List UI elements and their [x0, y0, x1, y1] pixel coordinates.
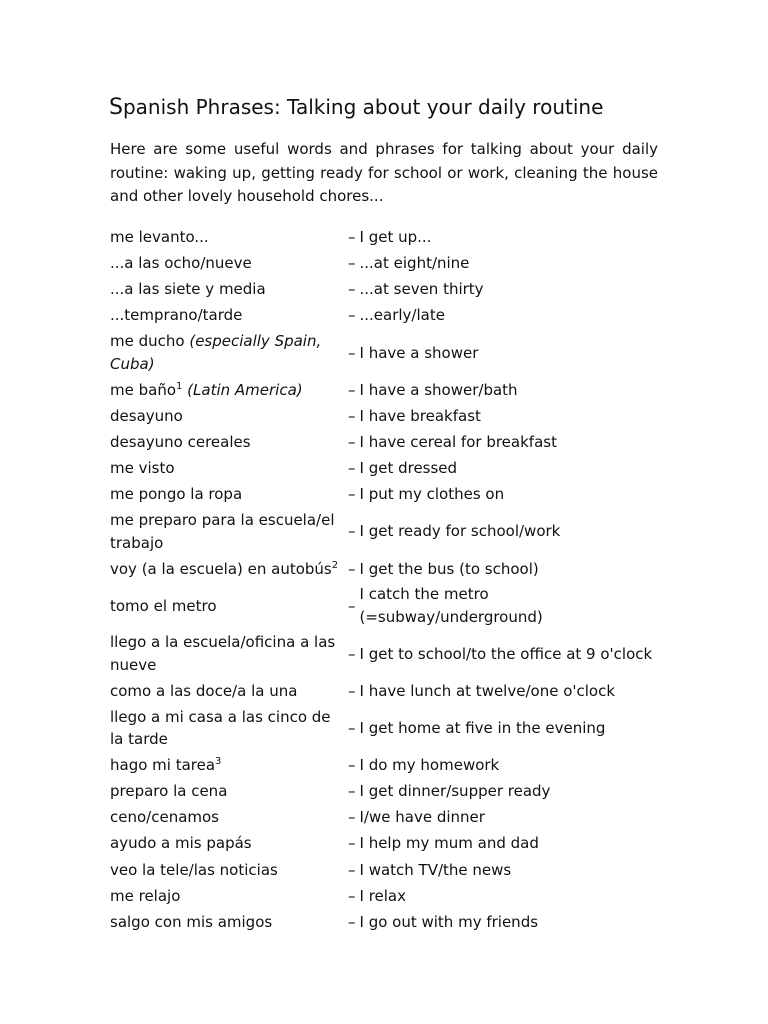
english-translation: I get the bus (to school) [359, 559, 539, 578]
translation-wrapper [348, 379, 666, 402]
english-translation: I/we have dinner [359, 808, 485, 827]
translation-wrapper [348, 885, 666, 908]
spanish-phrase-cell [106, 704, 344, 752]
spanish-phrase-cell [106, 329, 344, 377]
translation-wrapper [348, 342, 666, 365]
translation-wrapper [348, 431, 666, 454]
english-translation-cell [344, 377, 670, 403]
dash-separator: – [348, 380, 356, 399]
translation-wrapper [348, 252, 666, 275]
spanish-phrase: me levanto... [110, 227, 209, 246]
translation-wrapper [348, 806, 666, 829]
title-first-letter: S [109, 95, 123, 120]
spanish-phrase-cell [106, 455, 344, 481]
dash-separator: – [348, 522, 356, 541]
english-translation: I do my homework [359, 755, 500, 774]
english-translation: I have a shower/bath [359, 380, 518, 399]
english-translation-cell [344, 804, 670, 830]
translation-wrapper [348, 304, 666, 327]
english-translation-cell [344, 224, 670, 250]
dash-separator: – [348, 718, 356, 737]
spanish-phrase-cell [106, 224, 344, 250]
phrase-row [106, 883, 670, 909]
phrase-table-body [106, 224, 670, 935]
phrase-row [106, 857, 670, 883]
footnote-marker: 2 [331, 559, 339, 571]
dash-separator: – [348, 913, 356, 932]
english-translation: I relax [359, 886, 406, 905]
spanish-phrase-cell [106, 276, 344, 302]
dash-separator: – [348, 808, 356, 827]
english-translation-cell [344, 482, 670, 508]
spanish-phrase: desayuno cereales [110, 432, 251, 451]
phrase-row [106, 482, 670, 508]
english-translation-cell [344, 508, 670, 556]
footnote-marker: 1 [176, 380, 183, 392]
spanish-phrase-cell [106, 482, 344, 508]
spanish-phrase: tomo el metro [110, 596, 217, 615]
translation-wrapper [348, 278, 666, 301]
phrase-table [106, 224, 670, 935]
dash-separator: – [348, 485, 356, 504]
english-translation-cell [344, 303, 670, 329]
spanish-phrase-cell [106, 508, 344, 556]
spanish-phrase-cell [106, 250, 344, 276]
translation-wrapper [348, 457, 666, 480]
dash-separator: – [348, 343, 356, 362]
english-translation-cell [344, 909, 670, 935]
english-translation-cell [344, 250, 670, 276]
spanish-phrase-cell [106, 778, 344, 804]
spanish-phrase: salgo con mis amigos [110, 913, 273, 932]
english-translation-cell [344, 556, 670, 582]
phrase-row [106, 429, 670, 455]
translation-wrapper [348, 754, 666, 777]
spanish-phrase: me visto [110, 459, 175, 478]
english-translation: ...at eight/nine [359, 254, 470, 273]
dash-separator: – [348, 306, 356, 325]
english-translation-cell [344, 582, 670, 630]
translation-wrapper [348, 520, 666, 543]
spanish-phrase: preparo la cena [110, 782, 228, 801]
spanish-phrase: me ducho [110, 332, 190, 351]
translation-wrapper [348, 226, 666, 249]
english-translation-cell [344, 276, 670, 302]
spanish-phrase: me baño [110, 380, 177, 399]
english-translation: ...at seven thirty [359, 280, 484, 299]
title-text: panish Phrases: Talking about your daily routine [122, 95, 604, 119]
english-translation: I get up... [359, 227, 432, 246]
dash-separator: – [348, 782, 356, 801]
dash-separator: – [348, 459, 356, 478]
translation-wrapper [348, 717, 666, 740]
translation-wrapper [348, 780, 666, 803]
dash-separator: – [348, 406, 356, 425]
translation-wrapper [348, 583, 666, 628]
spanish-phrase: hago mi tarea [110, 755, 216, 774]
phrase-row [106, 804, 670, 830]
footnote-marker: 3 [215, 755, 222, 767]
dash-separator: – [348, 227, 356, 246]
english-translation: I get ready for school/work [359, 522, 561, 541]
english-translation: I get dinner/supper ready [359, 782, 551, 801]
dash-separator: – [348, 596, 356, 615]
phrase-row [106, 403, 670, 429]
spanish-phrase-cell [106, 831, 344, 857]
translation-wrapper [348, 405, 666, 428]
spanish-phrase-cell [106, 909, 344, 935]
english-translation: I put my clothes on [359, 485, 505, 504]
spanish-phrase: ceno/cenamos [110, 808, 219, 827]
spanish-phrase-cell [106, 377, 344, 403]
spanish-phrase: me relajo [110, 886, 181, 905]
translation-wrapper [348, 859, 666, 882]
dash-separator: – [348, 280, 356, 299]
english-translation: I help my mum and dad [359, 834, 539, 853]
spanish-phrase: ...temprano/tarde [110, 306, 243, 325]
phrase-row [106, 778, 670, 804]
translation-wrapper [348, 558, 666, 581]
intro-paragraph: Here are some useful words and phrases for talking about your daily routine: waking up, getting ready for school or work, cleaning the house and other lovely household chores... [110, 140, 658, 205]
phrase-row [106, 276, 670, 302]
english-translation: I get home at five in the evening [359, 718, 606, 737]
dash-separator: – [348, 886, 356, 905]
translation-wrapper [348, 680, 666, 703]
english-translation-cell [344, 704, 670, 752]
english-translation-cell [344, 678, 670, 704]
spanish-phrase-cell [106, 556, 344, 582]
spanish-phrase-cell [106, 582, 344, 630]
translation-wrapper [348, 832, 666, 855]
dash-separator: – [348, 432, 356, 451]
english-translation-cell [344, 857, 670, 883]
spanish-phrase-cell [106, 429, 344, 455]
dash-separator: – [348, 834, 356, 853]
phrase-row [106, 582, 670, 630]
phrase-row [106, 704, 670, 752]
spanish-phrase-cell [106, 630, 344, 678]
spanish-phrase: me preparo para la escuela/el trabajo [110, 511, 335, 552]
dash-separator: – [348, 644, 356, 663]
dash-separator: – [348, 860, 356, 879]
spanish-phrase: ...a las siete y media [110, 280, 266, 299]
english-translation: I get dressed [359, 459, 458, 478]
english-translation-cell [344, 883, 670, 909]
dash-separator: – [348, 755, 356, 774]
translation-wrapper [348, 483, 666, 506]
spanish-phrase-cell [106, 752, 344, 778]
spanish-phrase: veo la tele/las noticias [110, 860, 278, 879]
english-translation: I watch TV/the news [359, 860, 512, 879]
page-title [109, 92, 709, 123]
phrase-row [106, 329, 670, 377]
phrase-row [106, 224, 670, 250]
phrase-row [106, 678, 670, 704]
phrase-row [106, 508, 670, 556]
english-translation-cell [344, 403, 670, 429]
spanish-phrase-cell [106, 403, 344, 429]
english-translation-cell [344, 630, 670, 678]
english-translation: I go out with my friends [359, 913, 539, 932]
spanish-phrase-cell [106, 303, 344, 329]
phrase-row [106, 455, 670, 481]
usage-note: (Latin America) [187, 380, 303, 399]
english-translation-cell [344, 329, 670, 377]
spanish-phrase: como a las doce/a la una [110, 681, 298, 700]
spanish-phrase: llego a la escuela/oficina a las nueve [110, 633, 336, 674]
english-translation: I have cereal for breakfast [359, 432, 557, 451]
english-translation-cell [344, 429, 670, 455]
english-translation-cell [344, 778, 670, 804]
phrase-row [106, 250, 670, 276]
english-translation: I get to school/to the office at 9 o'clock [359, 644, 653, 663]
spanish-phrase: me pongo la ropa [110, 485, 243, 504]
phrase-row [106, 303, 670, 329]
dash-separator: – [348, 254, 356, 273]
dash-separator: – [348, 681, 356, 700]
english-translation-cell [344, 752, 670, 778]
spanish-phrase-cell [106, 857, 344, 883]
phrase-row [106, 752, 670, 778]
spanish-phrase-cell [106, 804, 344, 830]
english-translation-cell [344, 455, 670, 481]
english-translation-cell [344, 831, 670, 857]
english-translation: ...early/late [359, 306, 445, 325]
dash-separator: – [348, 559, 356, 578]
phrase-row [106, 630, 670, 678]
english-translation: I have a shower [359, 343, 479, 362]
spanish-phrase: desayuno [110, 406, 183, 425]
translation-wrapper [348, 643, 666, 666]
english-translation: I have breakfast [359, 406, 481, 425]
english-translation: I have lunch at twelve/one o'clock [359, 681, 616, 700]
phrase-row [106, 556, 670, 582]
usage-note: (especially Spain, Cuba) [110, 332, 322, 373]
translation-wrapper [348, 911, 666, 934]
spanish-phrase: ayudo a mis papás [110, 834, 252, 853]
spanish-phrase: ...a las ocho/nueve [110, 254, 252, 273]
spanish-phrase: llego a mi casa a las cinco de la tarde [110, 707, 331, 749]
spanish-phrase: voy (a la escuela) en autobús [110, 559, 332, 578]
english-translation: I catch the metro (=subway/underground) [359, 585, 543, 626]
spanish-phrase-cell [106, 678, 344, 704]
phrase-row [106, 831, 670, 857]
phrase-row [106, 909, 670, 935]
spanish-phrase-cell [106, 883, 344, 909]
phrase-row [106, 377, 670, 403]
